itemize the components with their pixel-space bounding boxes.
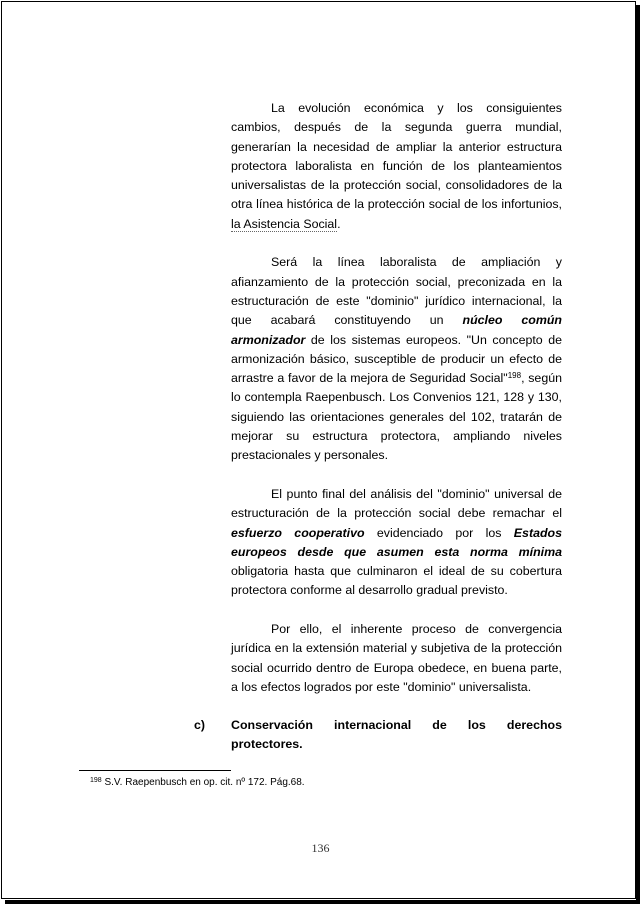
footnote	[90, 776, 305, 790]
footnote-separator	[79, 770, 231, 771]
paragraph-2-emphasis: núcleo común armonizador	[231, 313, 562, 347]
paragraph-4-text: Por ello, el inherente proceso de convergencia jurídica en la extensión material y subjetiva de la protección social ocurrido dentro de Europa obedece, en buena parte, a los efectos logrados por este "dominio" universalista.	[231, 622, 562, 694]
paragraph-3-part-a: El punto final del análisis del "dominio" universal de estructuración de la protección social debe remachar el	[231, 486, 562, 521]
paragraph-2	[231, 253, 562, 465]
paragraph-3-part-e: obligatoria hasta que culminaron el ideal de su cobertura protectora conforme al desarrollo gradual previsto.	[231, 564, 562, 598]
paragraph-3-part-c: evidenciado por los	[364, 525, 514, 540]
footnote-number: 198	[90, 777, 102, 784]
paragraph-2-part-d: , según lo contempla Raepenbusch. Los Convenios 121, 128 y 130, siguiendo las orientaciones generales del 102, tratarán de mejorar su estructura protectora, ampliando niveles prestacionales y personales.	[231, 371, 562, 463]
paragraph-3-emphasis-1: esfuerzo cooperativo	[231, 525, 365, 540]
footnote-reference[interactable]: 198	[507, 371, 522, 381]
page-number: 136	[311, 841, 330, 855]
paragraph-2-part-a: Será la línea laboralista de ampliación y afianzamiento de la protección social, preconizada en la estructuración de este "dominio" jurídico internacional, la que acabará constituyendo un	[231, 255, 562, 328]
paragraph-2-part-c: de los sistemas europeos. "Un concepto de armonización básico, susceptible de producir un efecto de arrastre a favor de la mejora de Seguridad Social"	[231, 332, 562, 386]
page-shadow-bottom	[5, 900, 640, 904]
body-text	[231, 99, 562, 697]
paragraph-3-emphasis-2: Estados europeos desde que asumen esta norma mínima	[231, 525, 562, 559]
paragraph-1-underlined-term: la Asistencia Social	[231, 216, 338, 231]
paragraph-1-end: .	[337, 216, 341, 231]
section-heading-title: Conservación internacional de los derechos protectores.	[231, 718, 562, 752]
paragraph-3	[231, 485, 562, 601]
paragraph-1-text: La evolución económica y los consiguientes cambios, después de la segunda guerra mundial, generarían la necesidad de ampliar la anterior estructura protectora laboralista en función de los planteamientos universalistas de la protección social, consolidadores de la otra línea histórica de la protección social de los infortunios,	[231, 101, 562, 212]
paragraph-1	[231, 99, 562, 234]
footnote-text: S.V. Raepenbusch en op. cit. nº 172. Pág.68.	[101, 777, 305, 788]
section-heading-letter: c)	[194, 718, 206, 732]
page-shadow-right	[636, 5, 640, 903]
paragraph-4	[231, 620, 562, 697]
